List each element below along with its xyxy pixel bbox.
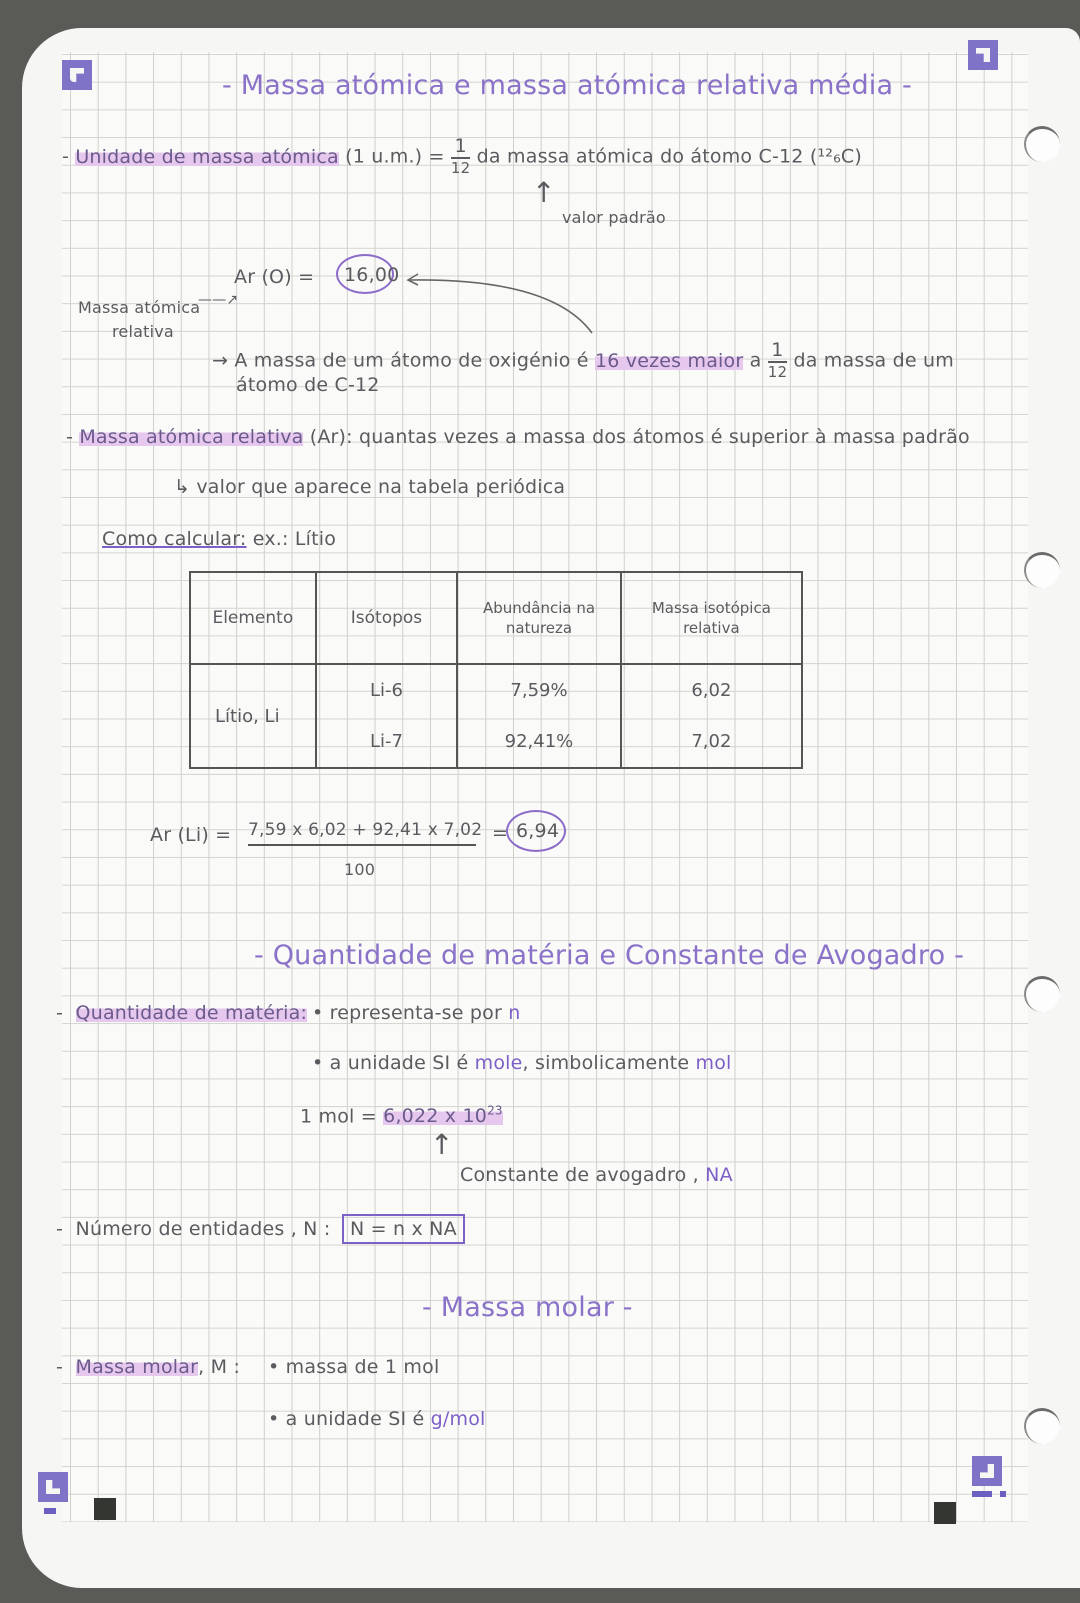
- corner-marker-icon: [968, 40, 998, 70]
- example: ex.: Lítio: [252, 528, 337, 550]
- table-cell: 92,41%: [457, 716, 621, 768]
- exponent: 23: [487, 1104, 503, 1118]
- definition: quantas vezes a massa dos átomos é superior à massa padrão: [359, 426, 970, 448]
- note-text: Constante de avogadro ,: [460, 1164, 699, 1186]
- avogadro-mantissa: 6,022 x 10: [383, 1105, 488, 1128]
- point-text: representa-se por: [329, 1002, 502, 1024]
- quantity-point2: • a unidade SI é mole, simbolicamente mol: [312, 1052, 732, 1074]
- table-cell: 6,02: [621, 664, 802, 716]
- table-cell: Li-6: [316, 664, 458, 716]
- term-highlight: Quantidade de matéria:: [75, 1002, 308, 1024]
- how-to-label: Como calcular:: [102, 528, 247, 550]
- molar-point2: • a unidade SI é g/mol: [268, 1408, 486, 1430]
- ar-oxygen-value: 16,00: [344, 264, 400, 286]
- marker-bar: [972, 1491, 992, 1497]
- corner-marker-icon: [38, 1472, 68, 1502]
- table-cell: 7,59%: [457, 664, 621, 716]
- periodic-table-note: ↳ valor que aparece na tabela periódica: [174, 476, 566, 498]
- table-header-row: [190, 572, 802, 664]
- explanation-line2: átomo de C-12: [236, 374, 380, 396]
- table-cell: Li-7: [316, 716, 458, 768]
- black-square-marker: [934, 1502, 956, 1524]
- point-text: a unidade SI é: [329, 1052, 469, 1074]
- symbol: (Ar):: [309, 426, 353, 448]
- section-title-atomic-mass: - Massa atómica e massa atómica relativa média -: [222, 70, 912, 101]
- term-highlight: Unidade de massa atómica: [75, 145, 339, 168]
- ar-definition-line: [66, 426, 970, 448]
- explanation-highlight: 16 vezes maior: [594, 349, 744, 372]
- equals: =: [428, 145, 445, 168]
- symbol: n: [508, 1002, 521, 1024]
- quantity-point1: • representa-se por n: [312, 1002, 521, 1024]
- point-text: , simbolicamente: [522, 1052, 690, 1074]
- fraction-denominator: 12: [450, 158, 471, 177]
- table-header: Isótopos: [316, 572, 458, 664]
- table-header: Abundância na natureza: [457, 572, 621, 664]
- side-label-arrow-icon: ——↗: [198, 292, 239, 308]
- standard-value-note: valor padrão: [562, 208, 666, 227]
- ar-oxygen-expr: Ar (O) =: [234, 266, 315, 288]
- calc-result: 6,94: [516, 820, 560, 842]
- bullet: -: [56, 1356, 64, 1378]
- isotope-notation: (¹²₆C): [809, 145, 862, 168]
- entities-line: [56, 1218, 330, 1240]
- corner-marker-icon: [972, 1456, 1002, 1486]
- symbol: mol: [695, 1052, 732, 1074]
- uma-rest: da massa atómica do átomo C-12: [476, 145, 804, 168]
- fraction-denominator: 12: [767, 362, 788, 381]
- table-header: Massa isotópica relativa: [621, 572, 802, 664]
- bullet: -: [56, 1002, 64, 1024]
- fraction-numerator: 1: [768, 340, 788, 363]
- explanation-text: a: [749, 349, 762, 372]
- table-cell-element: Lítio, Li: [190, 664, 316, 768]
- corner-marker-icon: [62, 60, 92, 90]
- calc-equals: =: [492, 822, 509, 844]
- how-to-line: [102, 528, 336, 550]
- molar-line: [56, 1356, 240, 1378]
- bullet: -: [66, 426, 74, 448]
- marker-bar: [1000, 1491, 1006, 1497]
- term-highlight: Massa molar: [75, 1356, 199, 1378]
- term-highlight: Massa atómica relativa: [79, 426, 304, 448]
- marker-bar: [44, 1508, 56, 1514]
- point-text: a unidade SI é: [285, 1408, 425, 1430]
- binder-hole: [1024, 552, 1060, 588]
- unit: (1 u.m.): [345, 145, 423, 168]
- uma-line: [62, 136, 862, 178]
- unit-highlight: g/mol: [430, 1408, 486, 1430]
- mol-lhs: 1 mol =: [300, 1105, 377, 1128]
- section-title-molar-mass: - Massa molar -: [422, 1292, 633, 1323]
- calc-lhs: Ar (Li) =: [150, 824, 232, 846]
- side-label-line2: relativa: [112, 322, 174, 341]
- bullet: -: [56, 1218, 64, 1240]
- avogadro-note: [460, 1164, 733, 1186]
- binder-hole: [1024, 126, 1060, 162]
- table-cell: 7,02: [621, 716, 802, 768]
- explanation-text: → A massa de um átomo de oxigénio é: [212, 349, 589, 372]
- side-label-line1: Massa atómica: [78, 298, 201, 317]
- symbol: NA: [705, 1164, 733, 1186]
- fraction: [451, 136, 471, 178]
- point-text: massa de 1 mol: [285, 1356, 440, 1378]
- entities-formula: N = n x NA: [342, 1214, 465, 1244]
- up-arrow-icon: ↑: [430, 1128, 454, 1161]
- unit-highlight: mole: [474, 1052, 523, 1074]
- table-header: Elemento: [190, 572, 316, 664]
- entities-term: Número de entidades , N :: [75, 1218, 331, 1240]
- explanation-text: da massa de um: [793, 349, 954, 372]
- notebook-page: [22, 28, 1080, 1588]
- binder-hole: [1024, 1408, 1060, 1444]
- up-arrow-icon: ↑: [532, 176, 556, 209]
- avogadro-value: [383, 1105, 503, 1127]
- bullet: -: [62, 145, 70, 168]
- black-square-marker: [94, 1498, 116, 1520]
- fraction-numerator: 1: [451, 136, 471, 159]
- quantity-line: [56, 1002, 307, 1024]
- calc-numerator: 7,59 x 6,02 + 92,41 x 7,02: [248, 820, 476, 846]
- isotope-table: [189, 571, 803, 769]
- mol-equation: [300, 1104, 503, 1127]
- section-title-avogadro: - Quantidade de matéria e Constante de Avogadro -: [254, 940, 965, 971]
- table-row: [190, 664, 802, 716]
- symbol: , M :: [198, 1356, 241, 1378]
- calc-denominator: 100: [344, 860, 376, 879]
- curved-arrow-icon: [402, 268, 602, 338]
- molar-point1: • massa de 1 mol: [268, 1356, 440, 1378]
- binder-hole: [1024, 976, 1060, 1012]
- fraction: [768, 340, 788, 382]
